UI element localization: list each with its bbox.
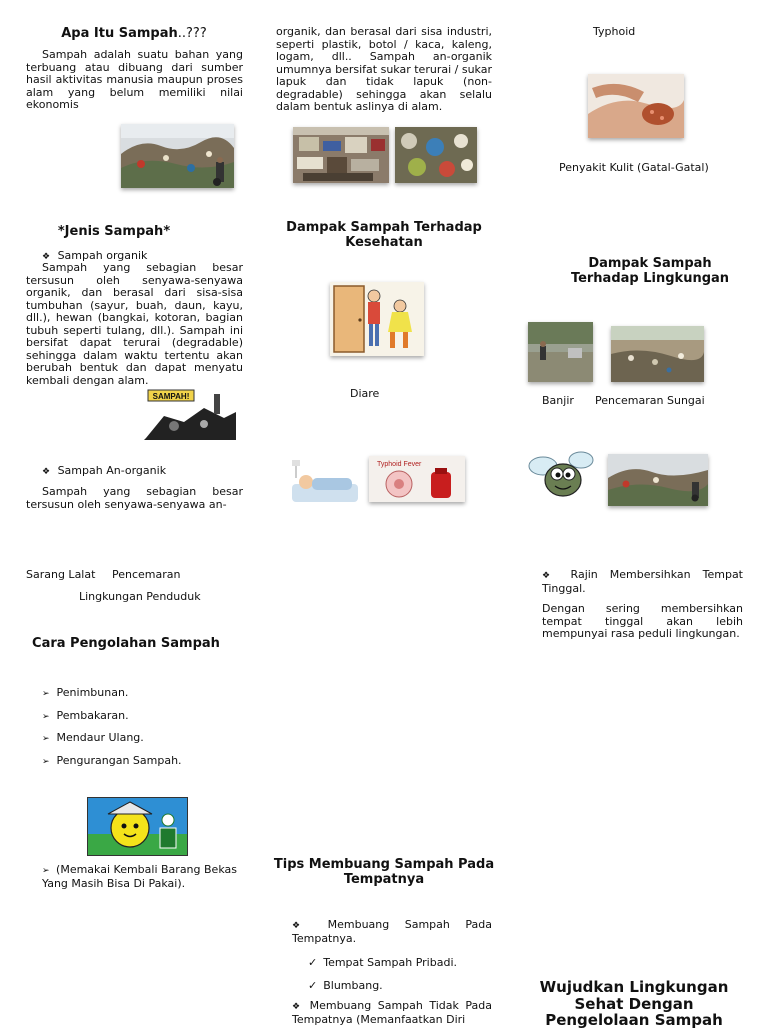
diamond-bullet-icon: ❖ (292, 921, 313, 931)
arrow-bullet-icon: ➢ (42, 689, 50, 699)
rajin-item (542, 569, 743, 595)
banjir-caption: Banjir (542, 394, 574, 407)
banjir-photo (528, 322, 593, 382)
title-apa-itu-sampah (26, 26, 242, 41)
arrow-bullet-icon: ➢ (42, 866, 50, 876)
caption-sarang-lalat: Sarang Lalat (26, 568, 96, 581)
fly-cartoon (527, 444, 597, 506)
arrow-bullet-icon: ➢ (42, 711, 50, 722)
cara-pengolahan-title: Cara Pengolahan Sampah (32, 636, 220, 651)
list-item: ➢ Penimbunan. (42, 686, 129, 699)
sampah-sign-text: SAMPAH! (152, 392, 190, 401)
dampak-lingkungan-title: Dampak Sampah Terhadap Lingkungan (570, 256, 730, 286)
reuse-text: (Memakai Kembali Barang Bekas Yang Masih Bisa Di Pakai). (42, 863, 237, 890)
organik-paragraph: Sampah yang sebagian besar tersusun oleh senyawa-senyawa organik, dan berasal dari sisa-sisa tumbuhan (sayur, buah, daun, kayu, dll.), hewan (bangkai, kotoran, bagian tubuh seperti tulang, dll.). Sampah ini bersifat dapat terurai (degradable) sehingga dalam waktu tertentu akan berubah bentuk dan dapat menyatu kembali dengan alam. (26, 261, 243, 387)
sungai-caption: Pencemaran Sungai (595, 394, 705, 407)
trash-pile-photo-2 (395, 127, 477, 183)
rajin-title: Rajin Membersihkan Tempat Tinggal. (542, 568, 743, 595)
check-icon: ✓ (308, 956, 318, 969)
typhoid-fever-image (369, 456, 465, 502)
anorganik-label: Sampah An-organik (57, 464, 167, 477)
check-icon: ✓ (308, 978, 318, 992)
typhoid-caption: Typhoid (593, 25, 636, 38)
intro-paragraph: Sampah adalah suatu bahan yang terbuang atau dibuang dari sumber hasil aktivitas manusia maupun proses alam yang belum memiliki nilai ekonomis (26, 48, 243, 111)
sampah-sign-photo (144, 388, 236, 440)
tip1-text: Membuang Sampah Pada Tempatnya. (292, 918, 492, 945)
slogan: Wujudkan Lingkungan Sehat Dengan Pengelolaan Sampah (539, 978, 729, 1029)
tip2-item (292, 1000, 492, 1026)
tip1-sublist (308, 956, 457, 1001)
garbage-dump-photo (121, 124, 234, 188)
list-item: ➢ Pengurangan Sampah. (42, 753, 182, 767)
caption-lingkungan-penduduk: Lingkungan Penduduk (79, 590, 201, 603)
dampak-kesehatan-title: Dampak Sampah Terhadap Kesehatan (286, 220, 482, 250)
tip2-text: Membuang Sampah Tidak Pada Tempatnya (Memanfaatkan Diri (292, 999, 492, 1026)
jenis-sampah-title: *Jenis Sampah* (57, 224, 171, 239)
sick-person-photo (286, 458, 362, 510)
arrow-bullet-icon: ➢ (42, 734, 50, 745)
title-main-text: Apa Itu Sampah (61, 26, 178, 41)
cara-list (42, 686, 182, 776)
typhoid-fever-label: Typhoid Fever (377, 461, 422, 468)
organik-label: Sampah organik (57, 249, 148, 262)
tip1-item (292, 919, 492, 945)
skin-disease-photo (588, 74, 684, 138)
diamond-bullet-icon: ❖ (292, 1002, 304, 1012)
anorganik-paragraph: Sampah yang sebagian besar tersusun oleh senyawa-senyawa an- (26, 485, 243, 511)
diare-cartoon (330, 282, 424, 356)
diamond-bullet-icon: ❖ (42, 467, 51, 477)
caption-pencemaran: Pencemaran (112, 568, 181, 581)
kulit-caption: Penyakit Kulit (Gatal-Gatal) (559, 161, 709, 174)
river-pollution-photo (611, 326, 704, 382)
garbage-dump-photo-2 (608, 454, 708, 506)
list-item: ➢ Mendaur Ulang. (42, 731, 144, 745)
recycle-mascot-image (87, 797, 188, 856)
reuse-item (42, 864, 247, 890)
list-item: ✓ Blumbang. (308, 978, 383, 992)
arrow-bullet-icon: ➢ (42, 756, 50, 767)
tips-title: Tips Membuang Sampah Pada Tempatnya (273, 857, 495, 887)
list-item: ➢ Pembakaran. (42, 708, 129, 722)
anorganik-continued-paragraph: organik, dan berasal dari sisa industri, seperti plastik, botol / kaca, kaleng, logam, dll.. Sampah an-organik umumnya bersifat sukar terurai / sukar lapuk dan tidak lapuk (non-degradable) sehingga akan selalu dalam bentuk aslinya di alam. (276, 25, 492, 113)
title-suffix: ..??? (177, 26, 207, 41)
diamond-bullet-icon: ❖ (42, 252, 51, 262)
list-item: ✓ Tempat Sampah Pribadi. (308, 956, 457, 969)
diare-caption: Diare (350, 387, 380, 400)
trash-pile-photo-1 (293, 127, 389, 183)
anorganik-bullet (42, 464, 166, 479)
diamond-bullet-icon: ❖ (542, 571, 559, 581)
rajin-paragraph: Dengan sering membersihkan tempat tinggal akan lebih mempunyai rasa peduli lingkungan. (542, 602, 743, 640)
